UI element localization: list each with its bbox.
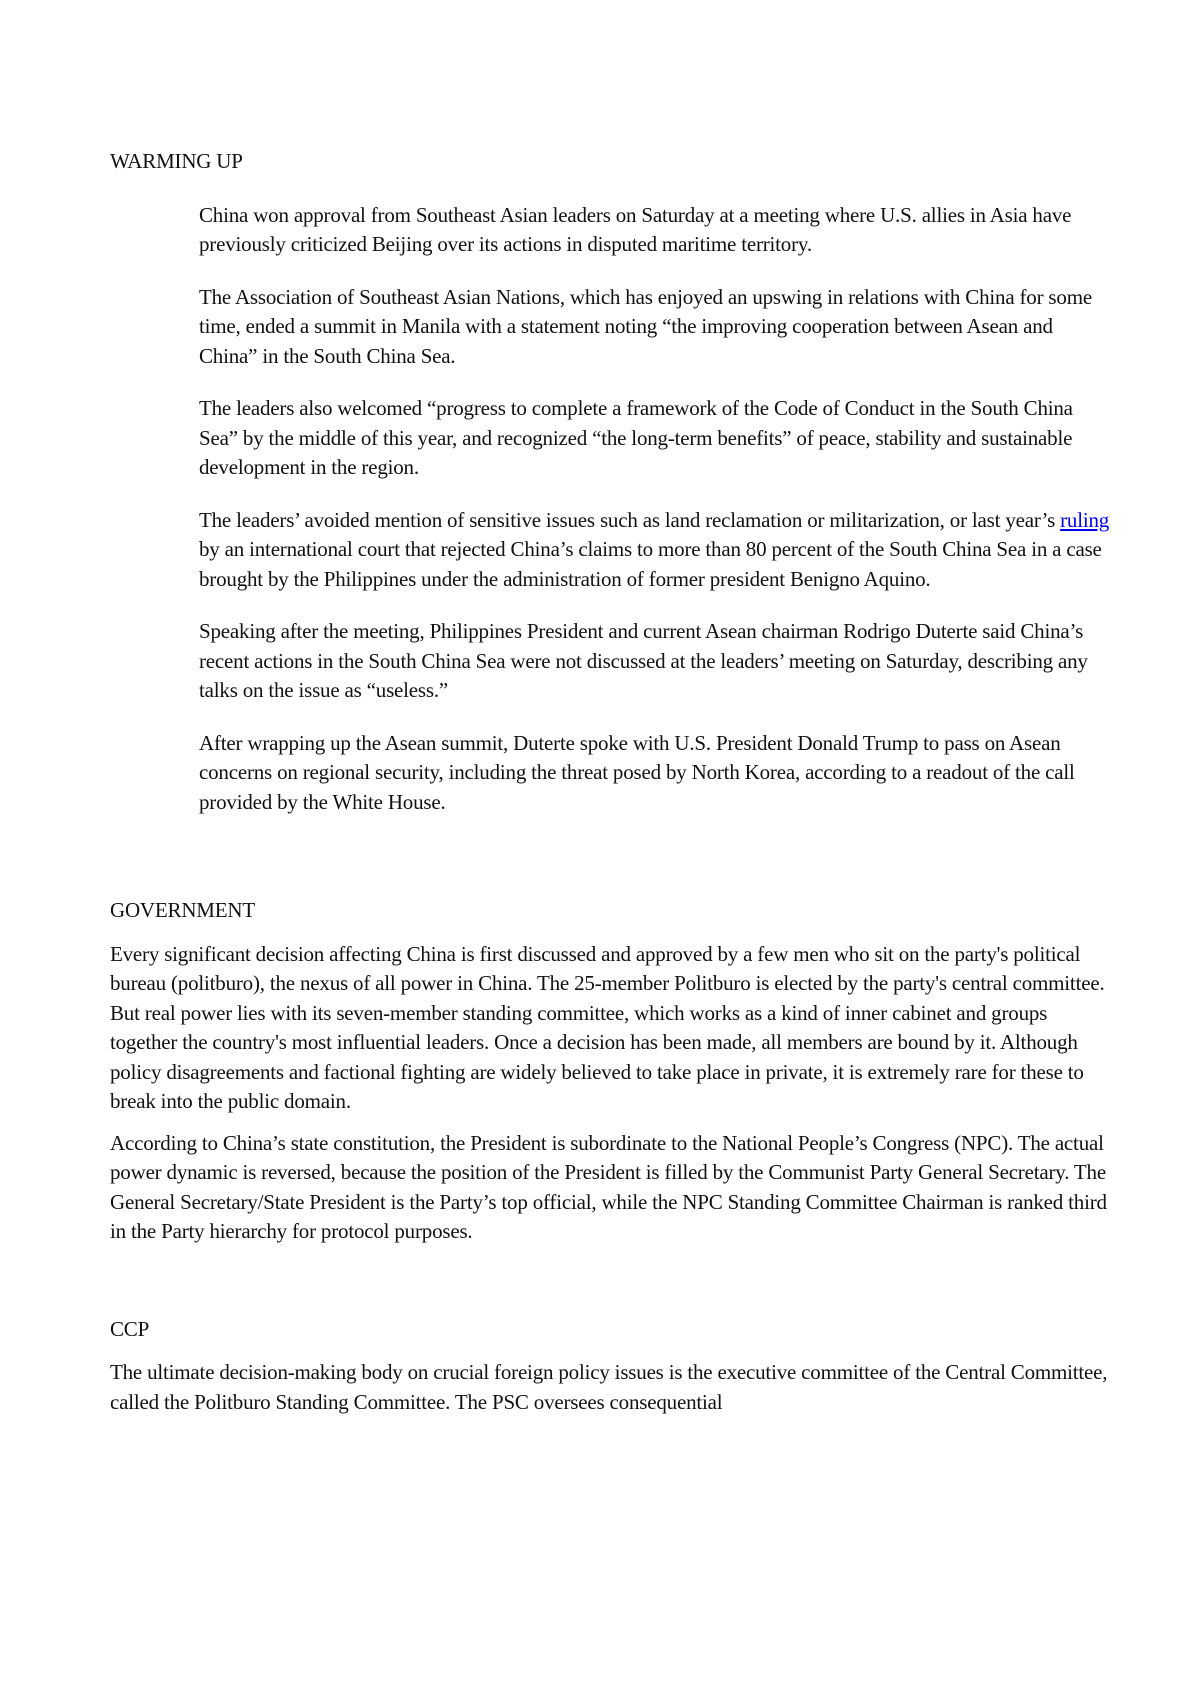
- paragraph: The Association of Southeast Asian Nations, which has enjoyed an upswing in relations with China for some time, ended a summit in Manila with a statement noting “the improving cooperation between Asean and China” in the South China Sea.: [199, 284, 1092, 368]
- section-heading-ccp: CCP: [110, 1316, 150, 1341]
- paragraph: According to China’s state constitution, the President is subordinate to the National People’s Congress (NPC). The actual power dynamic is reversed, because the position of the President is filled by the Communist Party General Secretary. The General Secretary/State President is the Party’s top official, while the NPC Standing Committee Chairman is ranked third in the Party hierarchy for protocol purposes.: [110, 1130, 1107, 1243]
- paragraph: China won approval from Southeast Asian leaders on Saturday at a meeting where U.S. allies in Asia have previously criticized Beijing over its actions in disputed maritime territory.: [199, 202, 1072, 256]
- section-ccp: [110, 1315, 1110, 1418]
- document-content: [110, 147, 1110, 1429]
- section-warming-up: [110, 147, 1110, 817]
- paragraph: Speaking after the meeting, Philippines President and current Asean chairman Rodrigo Duterte said China’s recent actions in the South China Sea were not discussed at the leaders’ meeting on Saturday, describing any talks on the issue as “useless.”: [199, 619, 1088, 702]
- section-spacer: [110, 1259, 1110, 1315]
- section-government: [110, 896, 1110, 1247]
- paragraph-text: The leaders’ avoided mention of sensitive issues such as land reclamation or militarization, or last year’s: [199, 507, 1061, 532]
- section-heading-government: GOVERNMENT: [110, 898, 255, 922]
- paragraph: After wrapping up the Asean summit, Duterte spoke with U.S. President Donald Trump to pass on Asean concerns on regional security, including the threat posed by North Korea, according to a readout of the call provided by the White House.: [199, 730, 1075, 814]
- paragraph: Every significant decision affecting China is first discussed and approved by a few men who sit on the party's political bureau (politburo), the nexus of all power in China. The 25-member Politburo is elected by the party's central committee. But real power lies with its seven-member standing committee, which works as a kind of inner cabinet and groups together the country's most influential leaders. Once a decision has been made, all members are bound by it. Although policy disagreements and factional fighting are widely believed to take place in private, it is extremely rare for these to break into the public domain.: [110, 941, 1105, 1113]
- paragraph: The ultimate decision-making body on crucial foreign policy issues is the executive committee of the Central Committee, called the Politburo Standing Committee. The PSC oversees consequential: [110, 1360, 1108, 1414]
- paragraph: The leaders also welcomed “progress to complete a framework of the Code of Conduct in the South China Sea” by the middle of this year, and recognized “the long-term benefits” of peace, stability and sustainable development in the region.: [199, 396, 1073, 479]
- paragraph-with-link: [199, 506, 1110, 595]
- paragraph-text: by an international court that rejected China’s claims to more than 80 percent of the South China Sea in a case brought by the Philippines under the administration of former president Benigno Aquino.: [199, 537, 1102, 591]
- indented-quote-block: [110, 177, 1110, 818]
- section-spacer: [110, 840, 1110, 896]
- section-heading-warming-up: WARMING UP: [110, 149, 243, 173]
- ruling-link[interactable]: ruling: [1060, 507, 1110, 532]
